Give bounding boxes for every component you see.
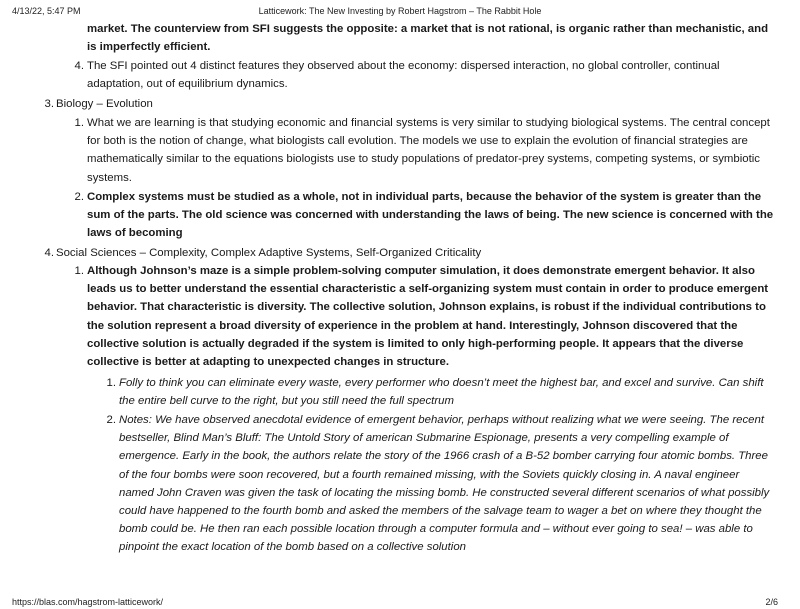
print-footer <box>0 597 800 609</box>
continuation-paragraph: market. The counterview from SFI suggests the opposite: a market that is not rational, is organic rather than mechanistic, and is imperfectly efficient. <box>87 23 769 54</box>
section-heading-social-sciences: Social Sciences – Complexity, Complex Adaptive Systems, Self-Organized Criticality <box>56 247 482 259</box>
list-number: 1. <box>74 117 84 129</box>
list-number: 3. <box>44 98 54 110</box>
social-subitem-1: Folly to think you can eliminate every waste, every performer who doesn’t meet the highest bar, and excel and survive. Can shift the entire bell curve to the right, but you still need the full spectrum <box>119 377 764 408</box>
page-url: https://blas.com/hagstrom-latticework/ <box>12 597 164 607</box>
list-number: 2. <box>74 191 84 203</box>
list-number: 4. <box>44 247 54 259</box>
print-date: 4/13/22, 5:47 PM <box>12 6 81 16</box>
social-subitem-2-notes: Notes: We have observed anecdotal evidence of emergent behavior, perhaps without realizing what we were seeing. The recent bestseller, Blind Man’s Bluff: The Untold Story of american Submarine Espionage, presents a very compelling example of emergence. Early in the book, the authors relate the story of the 1966 crash of a B-52 bomber carrying four atomic bombs. Three of the four bombs were soon recovered, but a fourth remained missing, with the Soviets quickly closing in. A naval engineer named John Craven was given the task of locating the missing bomb. He constructed several different scenarios of what possibly could have happened to the fourth bomb and asked the members of the salvage team to wager a bet on where they thought the bomb could be. He then ran each possible location through a computer formula and – without ever going to sea! – was able to pinpoint the exact location of the bomb based on a collective solution <box>119 414 770 554</box>
list-number: 1. <box>74 265 84 277</box>
social-sciences-item-1: Although Johnson’s maze is a simple problem-solving computer simulation, it does demonstrate emergent behavior. It also leads us to better understand the essential characteristic a self-organizing system must contain in order to produce emergent behavior. That characteristic is diversity. The collective solution, Johnson explains, is robust if the individual contributions to the solution represent a broad diversity of experience in the problem at hand. Interestingly, Johnson discovered that the collective solution is actually degraded if the system is limited to only high-performing people. It appears that the diverse collective is better at adapting to unexpected changes in structure. <box>87 265 769 369</box>
list-number: 4. <box>74 60 84 72</box>
biology-item-1: What we are learning is that studying economic and financial systems is very similar to studying biological systems. The central concept for both is the notion of change, what biologists call evolution. The models we use to explain the evolution of financial strategies are mathematically similar to the equations biologists use to study populations of predator-prey systems, competing systems, or symbiotic systems. <box>87 117 770 184</box>
print-header <box>0 6 800 20</box>
list-number: 1. <box>106 377 116 389</box>
sfi-features-item: The SFI pointed out 4 distinct features they observed about the economy: dispersed interaction, no global controller, continual adaptation, out of equilibrium dynamics. <box>87 60 720 91</box>
biology-item-2: Complex systems must be studied as a whole, not in individual parts, because the behavior of the system is greater than the sum of the parts. The old science was concerned with understanding the laws of being. The new science is concerned with the laws of becoming <box>87 191 774 240</box>
page-title: Latticework: The New Investing by Robert Hagstrom – The Rabbit Hole <box>258 6 542 16</box>
list-number: 2. <box>106 414 116 426</box>
page-number: 2/6 <box>765 597 778 607</box>
section-heading-biology: Biology – Evolution <box>56 98 153 110</box>
